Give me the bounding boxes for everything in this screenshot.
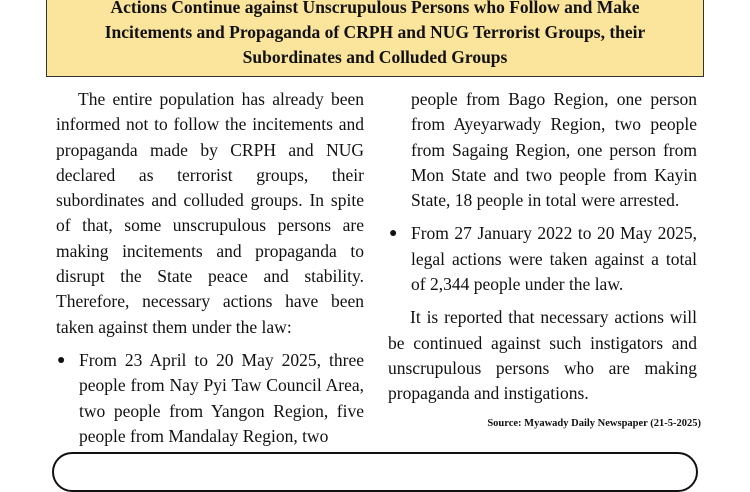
bullet-item-legal-actions bbox=[388, 221, 697, 297]
next-article-box bbox=[52, 452, 698, 492]
headline-line-1: Actions Continue against Unscrupulous Persons who Follow and Make bbox=[110, 0, 640, 17]
headline-line-2: Incitements and Propaganda of CRPH and NUG Terrorist Groups, their bbox=[104, 22, 646, 42]
bullet-dot-icon: ● bbox=[57, 352, 66, 368]
headline-box bbox=[46, 0, 704, 77]
left-column bbox=[56, 87, 364, 449]
bullet-arrests-text-start: From 23 April to 20 May 2025, three people from Nay Pyi Taw Council Area, two people from Yangon Region, five people from Mandalay Region, two bbox=[79, 349, 364, 446]
headline bbox=[47, 0, 703, 70]
bullet-arrests-text-continued: people from Bago Region, one person from Ayeyarwady Region, two people from Sagaing Region, one person from Mon State and two people from Kayin State, 18 people in total were arrested. bbox=[411, 89, 697, 211]
closing-paragraph: It is reported that necessary actions will be continued against such instigators and unscrupulous persons who are making propaganda and instigations. bbox=[388, 307, 697, 404]
right-column bbox=[388, 87, 697, 407]
bullet-dot-icon: ● bbox=[389, 226, 398, 242]
source-citation: Source: Myawady Daily Newspaper (21-5-2025) bbox=[487, 418, 701, 429]
intro-paragraph: The entire population has already been informed not to follow the incitements and propaganda made by CRPH and NUG declared as terrorist groups, their subordinates and colluded groups. In spite of that, some unscrupulous persons are making incitements and propaganda to disrupt the State peace and stability. Therefore, necessary actions have been taken against them under the law: bbox=[56, 89, 364, 337]
headline-line-3: Subordinates and Colluded Groups bbox=[242, 47, 508, 67]
bullet-item-arrests bbox=[56, 348, 364, 449]
bullet-legal-actions-text: From 27 January 2022 to 20 May 2025, legal actions were taken against a total of 2,344 people under the law. bbox=[411, 223, 697, 295]
